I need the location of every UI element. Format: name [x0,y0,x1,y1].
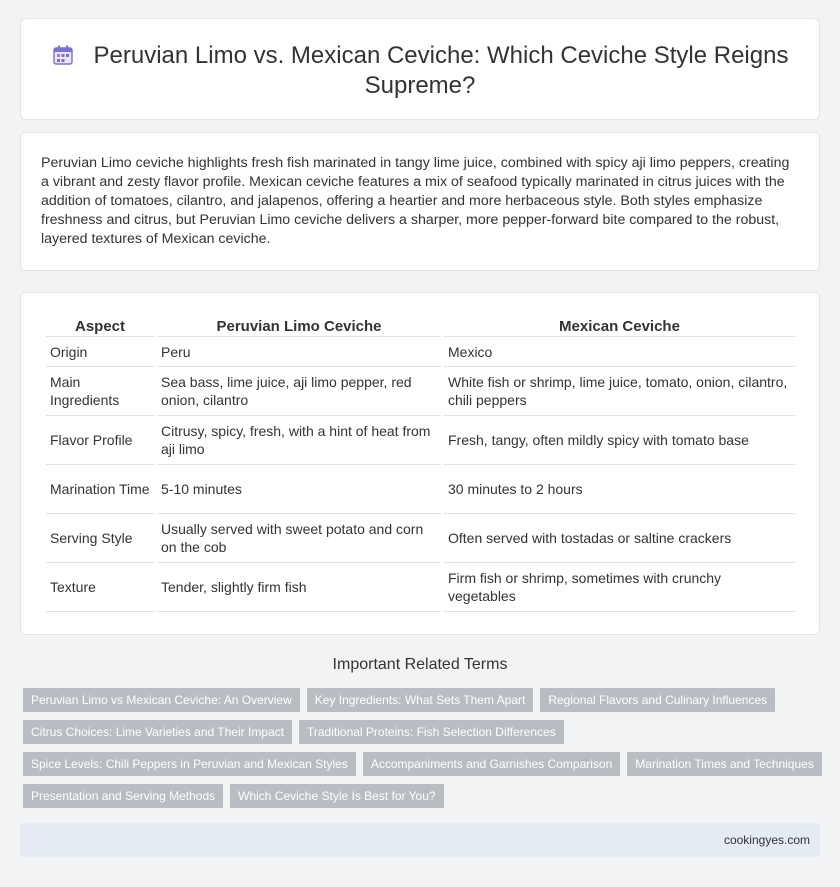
related-tag[interactable]: Marination Times and Techniques [627,752,822,776]
footer-site[interactable]: cookingyes.com [723,833,810,847]
intro-card [20,132,820,271]
footer [20,823,820,857]
related-tag[interactable]: Peruvian Limo vs Mexican Ceviche: An Overview [23,688,300,712]
row-mexican: White fish or shrimp, lime juice, tomato, onion, cilantro, chili peppers [444,367,795,416]
row-aspect: Main Ingredients [46,367,154,416]
table-row [46,337,795,367]
related-tag[interactable]: Presentation and Serving Methods [23,784,223,808]
related-tag[interactable]: Regional Flavors and Culinary Influences [540,688,775,712]
page-title-wrap [51,41,789,101]
related-terms-title: Important Related Terms [332,656,508,673]
row-peruvian: Peru [157,337,441,367]
row-peruvian: Tender, slightly firm fish [157,563,441,612]
related-tag[interactable]: Citrus Choices: Lime Varieties and Their Impact [23,720,292,744]
row-peruvian: Citrusy, spicy, fresh, with a hint of heat from aji limo [157,416,441,465]
row-peruvian: 5-10 minutes [157,465,441,514]
related-tag[interactable]: Spice Levels: Chili Peppers in Peruvian and Mexican Styles [23,752,356,776]
calendar-icon [52,44,74,66]
row-aspect: Serving Style [46,514,154,563]
row-mexican: Firm fish or shrimp, sometimes with crunchy vegetables [444,563,795,612]
header-peruvian: Peruvian Limo Ceviche [157,317,441,337]
row-peruvian: Usually served with sweet potato and corn on the cob [157,514,441,563]
row-aspect: Texture [46,563,154,612]
header-mexican: Mexican Ceviche [444,317,795,337]
table-row [46,514,795,563]
page-title: Peruvian Limo vs. Mexican Ceviche: Which Ceviche Style Reigns Supreme? [93,42,789,99]
intro-paragraph: Peruvian Limo ceviche highlights fresh fish marinated in tangy lime juice, combined with spicy aji limo peppers, creating a vibrant and zesty flavor profile. Mexican ceviche features a mix of seafood typically marinated in citrus juices with the addition of tomatoes, cilantro, and jalapenos, offering a heartier and more herbaceous style. Both styles emphasize freshness and citrus, but Peruvian Limo ceviche delivers a sharper, more pepper-forward bite compared to the robust, layered textures of Mexican ceviche. [41,155,790,247]
related-tag[interactable]: Accompaniments and Garnishes Comparison [363,752,620,776]
row-aspect: Marination Time [46,465,154,514]
table-row [46,465,795,514]
title-card [20,18,820,120]
related-tag[interactable]: Traditional Proteins: Fish Selection Differences [299,720,564,744]
row-mexican: Mexico [444,337,795,367]
row-mexican: Fresh, tangy, often mildly spicy with tomato base [444,416,795,465]
row-aspect: Origin [46,337,154,367]
table-header-row [46,317,795,337]
comparison-table [43,317,798,612]
related-terms-tags [23,688,823,816]
header-aspect: Aspect [46,317,154,337]
table-row [46,563,795,612]
table-row [46,416,795,465]
row-peruvian: Sea bass, lime juice, aji limo pepper, red onion, cilantro [157,367,441,416]
row-mexican: 30 minutes to 2 hours [444,465,795,514]
table-row [46,367,795,416]
row-aspect: Flavor Profile [46,416,154,465]
row-mexican: Often served with tostadas or saltine crackers [444,514,795,563]
related-tag[interactable]: Which Ceviche Style Is Best for You? [230,784,443,808]
comparison-table-card [20,292,820,635]
related-tag[interactable]: Key Ingredients: What Sets Them Apart [307,688,534,712]
